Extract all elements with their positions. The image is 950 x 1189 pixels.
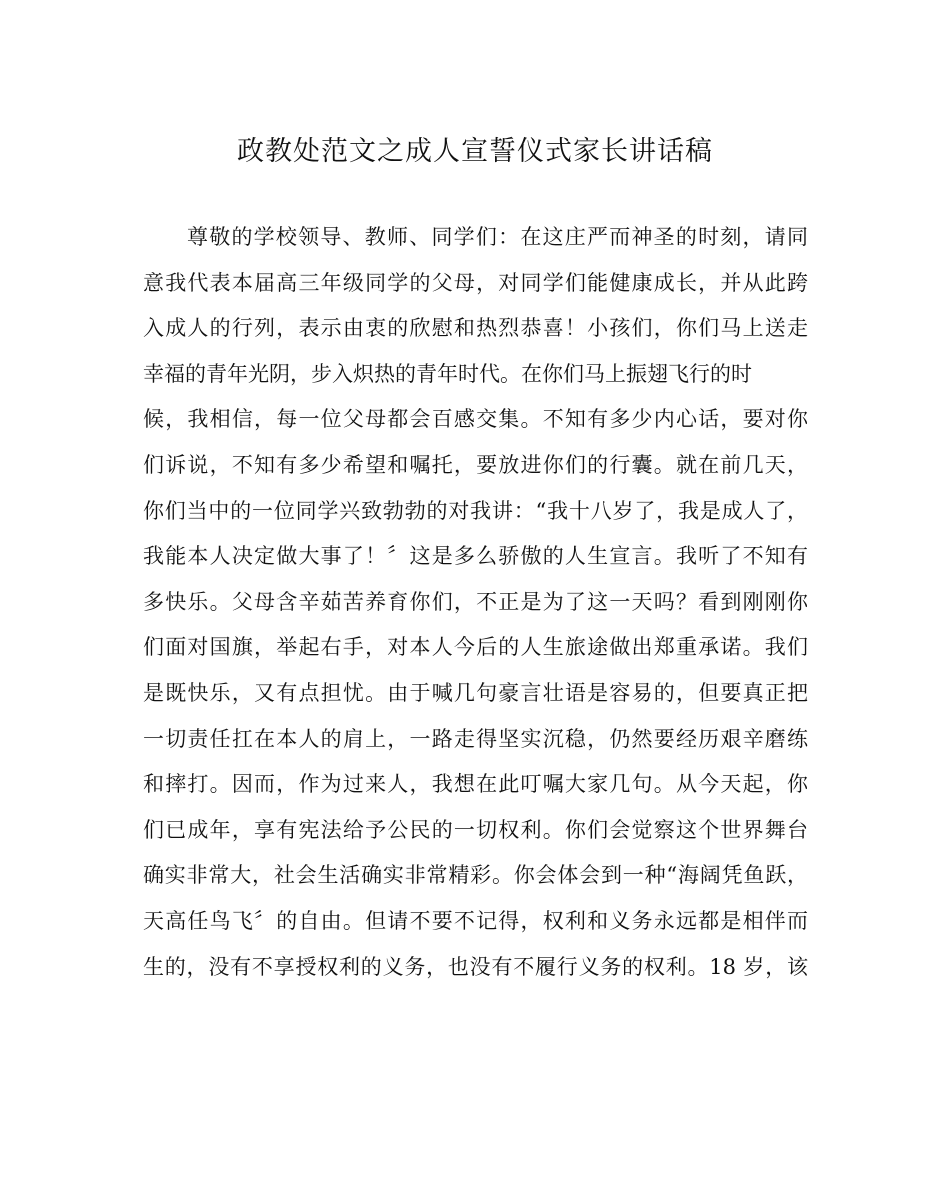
body-line: 天高任鸟飞〞的自由。但请不要不记得，权利和义务永远都是相伴而	[143, 908, 808, 933]
body-line: 们已成年，享有宪法给予公民的一切权利。你们会觉察这个世界舞台	[143, 817, 808, 842]
body-line: 我能本人决定做大事了！〞这是多么骄傲的人生宣言。我听了不知有	[143, 544, 808, 569]
body-line: 们面对国旗，举起右手，对本人今后的人生旅途做出郑重承诺。我们	[143, 635, 808, 660]
body-line: 意我代表本届高三年级同学的父母，对同学们能健康成长，并从此跨	[143, 270, 808, 295]
body-line: 是既快乐，又有点担忧。由于喊几句豪言壮语是容易的，但要真正把	[143, 680, 808, 705]
body-line: 生的，没有不享授权利的义务，也没有不履行义务的权利。18 岁，该	[143, 954, 808, 979]
body-line: 候，我相信，每一位父母都会百感交集。不知有多少内心话，要对你	[143, 407, 808, 432]
document-body	[143, 215, 808, 990]
body-line: 入成人的行列，表示由衷的欣慰和热烈恭喜！小孩们，你们马上送走	[143, 316, 808, 341]
body-line: 多快乐。父母含辛茹苦养育你们，不正是为了这一天吗？看到刚刚你	[143, 589, 808, 614]
body-line: 一切责任扛在本人的肩上，一路走得坚实沉稳，仍然要经历艰辛磨练	[143, 726, 808, 751]
document-title: 政教处范文之成人宣誓仪式家长讲话稿	[237, 136, 713, 167]
body-line: 们诉说，不知有多少希望和嘱托，要放进你们的行囊。就在前几天，	[143, 452, 808, 477]
body-line: 幸福的青年光阴，步入炽热的青年时代。在你们马上振翅飞行的时	[143, 361, 752, 386]
body-line: 和摔打。因而，作为过来人，我想在此叮嘱大家几句。从今天起，你	[143, 772, 808, 797]
body-line: 尊敬的学校领导、教师、同学们：在这庄严而神圣的时刻，请同	[187, 225, 808, 249]
body-line: 你们当中的一位同学兴致勃勃的对我讲：“我十八岁了，我是成人了，	[143, 498, 808, 523]
body-line: 确实非常大，社会生活确实非常精彩。你会体会到一种“海阔凭鱼跃，	[143, 863, 808, 888]
